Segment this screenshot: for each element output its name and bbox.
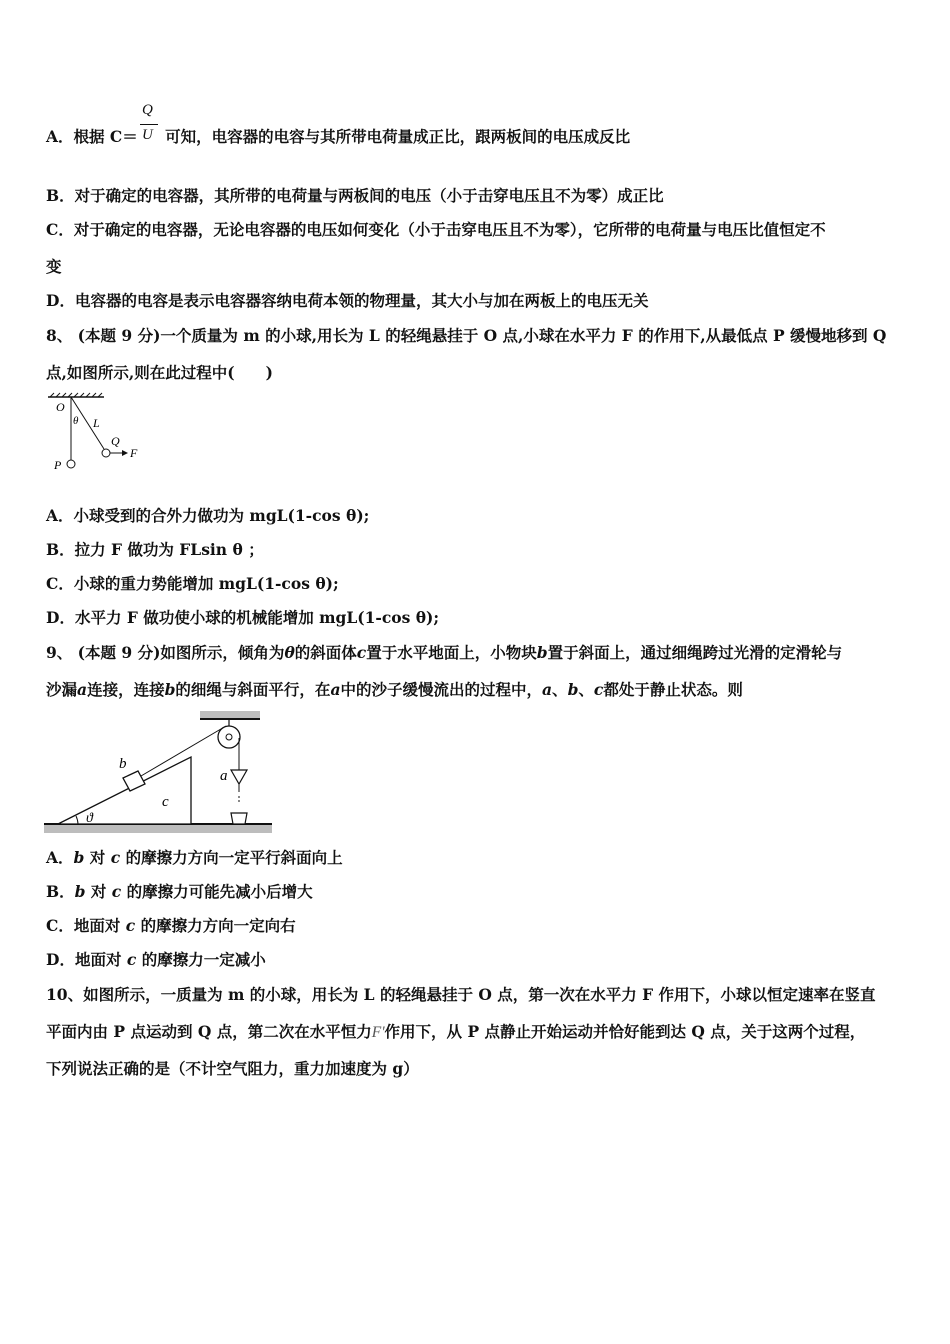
q8-stem-line1: 8、 (本题 9 分)一个质量为 m 的小球,用长为 L 的轻绳悬挂于 O 点,小球在水平力 F 的作用下,从最低点 P 缓慢地移到 Q [46,326,887,345]
option-label: A． [46,848,74,867]
var-c: c [593,680,604,699]
q9-incline-figure [44,708,276,834]
separator: 、 [578,680,594,699]
q9-stem-text: 的斜面体 [294,643,357,662]
q10-stem-text: 平面内由 P 点运动到 Q 点，第二次在水平恒力 [46,1022,372,1041]
label-theta: ϑ [86,811,93,826]
q9-stem-text: 置于斜面上，通过细绳跨过光滑的定滑轮与 [547,643,843,662]
var-c: c [111,882,122,901]
q9-option-b [46,882,313,902]
q10-stem-line1: 10、如图所示，一质量为 m 的小球，用长为 L 的轻绳悬挂于 O 点，第一次在水平力 F 作用下，小球以恒定速率在竖直 [46,985,876,1004]
q7-option-a [46,127,630,147]
q9-stem-text: 沙漏 [46,680,78,699]
q7-option-b: B．对于确定的电容器，其所带的电荷量与两板间的电压（小于击穿电压且不为零）成正比 [46,186,664,205]
var-c: c [356,643,367,662]
option-text: 的摩擦力可能先减小后增大 [126,882,313,901]
fraction-numerator: Q [142,102,153,118]
q9-stem-text: 的细绳与斜面平行，在 [175,680,331,699]
sand-funnel-a [231,770,247,784]
var-c: c [126,950,137,969]
ball-q [102,449,110,457]
q8-option-d: D．水平力 F 做功使小球的机械能增加 mgL(1-cos θ); [46,608,440,627]
label-p: P [54,458,62,472]
q9-option-a [46,848,343,868]
q10-stem-text: 作用下，从 P 点静止开始运动并恰好能到达 Q 点，关于这两个过程， [384,1022,866,1041]
q9-stem-text: 连接，连接 [87,680,165,699]
fraction-denominator: U [142,127,153,143]
q8-option-a: A．小球受到的合外力做功为 mgL(1-cos θ); [46,506,370,525]
q9-option-c [46,916,296,936]
option-text: 对 [89,848,106,867]
var-a: a [330,680,341,699]
option-text: 的摩擦力一定减小 [141,950,266,969]
label-l: L [93,416,100,430]
q8-pendulum-figure [44,392,154,477]
var-b: b [567,680,579,699]
option-text: 对 [90,882,107,901]
label-q: Q [111,434,120,448]
option-a-post: 可知，电容器的电容与其所带电荷量成正比，跟两板间的电压成反比 [159,127,631,146]
q9-stem-text: 置于水平地面上，小物块 [366,643,537,662]
var-f-prime: F' [371,1024,385,1041]
option-text: C．地面对 [46,916,121,935]
fraction-bar [140,124,158,125]
ball-p [67,460,75,468]
label-c: c [162,794,169,810]
option-a-pre: 根据 C＝ [73,127,138,146]
var-c: c [125,916,136,935]
q9-option-d [46,950,266,970]
option-text: D．地面对 [46,950,122,969]
q8-option-b: B．拉力 F 做功为 FLsin θ ； [46,540,264,559]
q7-option-c: C．对于确定的电容器，无论电容器的电压如何变化（小于击穿电压且不为零），它所带的电荷量与电压比值恒定不 [46,220,826,239]
q8-option-c: C．小球的重力势能增加 mgL(1-cos θ); [46,574,339,593]
q9-stem-text: 都处于静止状态。则 [603,680,743,699]
label-f: F [130,446,138,460]
q10-stem-line3: 下列说法正确的是（不计空气阻力，重力加速度为 g） [46,1059,419,1078]
option-text: 的摩擦力方向一定向右 [140,916,296,935]
var-theta: θ [284,643,295,662]
q9-stem-line2 [46,680,743,700]
q7-option-c-cont: 变 [46,257,62,276]
label-theta: θ [73,415,79,427]
label-o: O [56,400,65,414]
var-b: b [73,848,85,867]
var-b: b [164,680,176,699]
var-a: a [77,680,88,699]
q9-stem-text: 9、 (本题 9 分)如图所示，倾角为 [46,643,285,662]
var-a: a [542,680,553,699]
q7-option-d: D．电容器的电容是表示电容器容纳电荷本领的物理量，其大小与加在两板上的电压无关 [46,291,649,310]
q8-stem-line2: 点,如图所示,则在此过程中( ) [46,363,273,382]
label-a: a [220,768,228,784]
option-label: A． [46,127,74,146]
bucket [231,813,247,824]
q10-stem-line2 [46,1022,865,1043]
var-b: b [74,882,86,901]
q9-stem-text: 中的沙子缓慢流出的过程中， [340,680,542,699]
separator: 、 [552,680,568,699]
var-c: c [110,848,121,867]
option-label: B． [46,882,75,901]
label-b: b [119,756,127,772]
q9-stem-line1 [46,643,842,663]
option-text: 的摩擦力方向一定平行斜面向上 [125,848,343,867]
var-b: b [536,643,548,662]
